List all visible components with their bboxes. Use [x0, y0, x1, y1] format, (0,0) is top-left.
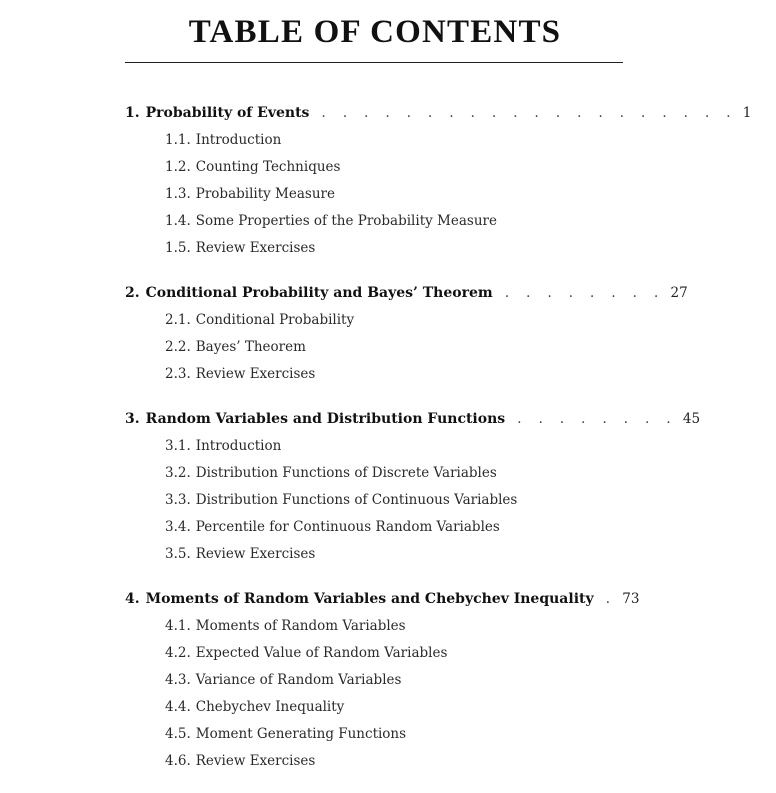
section-entry[interactable]	[125, 460, 623, 487]
chapter-4	[125, 586, 640, 775]
chapter-page-number: 1	[742, 105, 752, 121]
chapter-page-number: 73	[622, 591, 640, 607]
section-entry[interactable]	[125, 613, 623, 640]
chapter-number: 3.	[125, 411, 140, 427]
section-title: Distribution Functions of Discrete Variables	[195, 465, 497, 481]
section-title: Introduction	[195, 438, 282, 454]
chapter-title: Conditional Probability and Bayes’ Theorem	[145, 285, 493, 301]
section-title: Expected Value of Random Variables	[195, 645, 448, 661]
page-title: TABLE OF CONTENTS	[188, 14, 562, 50]
section-entry[interactable]	[125, 541, 623, 568]
section-entry[interactable]	[125, 721, 623, 748]
section-entry[interactable]	[125, 694, 623, 721]
section-title: Review Exercises	[195, 366, 316, 382]
section-entry[interactable]	[125, 433, 623, 460]
section-title: Counting Techniques	[195, 159, 341, 175]
section-entry[interactable]	[125, 307, 623, 334]
section-number: 1.5.	[165, 240, 191, 256]
section-entry[interactable]	[125, 748, 623, 775]
chapter-heading[interactable]	[125, 586, 640, 613]
section-title: Conditional Probability	[195, 312, 355, 328]
section-number: 1.2.	[165, 159, 191, 175]
section-number: 2.1.	[165, 312, 191, 328]
section-title: Some Properties of the Probability Measure	[195, 213, 497, 229]
dot-leader: . . . . . . . . . . . . . . . . . . . .	[321, 105, 737, 121]
chapter-3	[125, 406, 701, 568]
chapter-title: Probability of Events	[145, 105, 310, 121]
chapter-heading[interactable]	[125, 406, 701, 433]
section-title: Introduction	[195, 132, 282, 148]
section-entry[interactable]	[125, 127, 623, 154]
section-title: Percentile for Continuous Random Variables	[195, 519, 500, 535]
chapter-page-number: 45	[682, 411, 701, 427]
chapter-number: 4.	[125, 591, 140, 607]
section-number: 3.3.	[165, 492, 191, 508]
section-number: 4.3.	[165, 672, 191, 688]
section-title: Moment Generating Functions	[195, 726, 407, 742]
section-number: 1.1.	[165, 132, 191, 148]
section-number: 4.2.	[165, 645, 191, 661]
toc-list	[125, 100, 752, 793]
chapter-heading[interactable]	[125, 280, 688, 307]
section-title: Probability Measure	[195, 186, 335, 202]
chapter-number: 2.	[125, 285, 140, 301]
chapter-number: 1.	[125, 105, 140, 121]
section-title: Distribution Functions of Continuous Variables	[195, 492, 518, 508]
section-entry[interactable]	[125, 181, 623, 208]
section-number: 3.5.	[165, 546, 191, 562]
section-number: 4.5.	[165, 726, 191, 742]
section-number: 3.2.	[165, 465, 191, 481]
section-entry[interactable]	[125, 514, 623, 541]
chapter-2	[125, 280, 688, 388]
section-entry[interactable]	[125, 667, 623, 694]
section-entry[interactable]	[125, 154, 623, 181]
chapter-1	[125, 100, 752, 262]
section-entry[interactable]	[125, 361, 623, 388]
section-entry[interactable]	[125, 640, 623, 667]
chapter-title: Random Variables and Distribution Functions	[145, 411, 506, 427]
chapter-page-number: 27	[670, 285, 688, 301]
chapter-heading[interactable]	[125, 100, 752, 127]
section-title: Review Exercises	[195, 240, 316, 256]
section-number: 4.4.	[165, 699, 191, 715]
section-title: Chebychev Inequality	[195, 699, 345, 715]
section-entry[interactable]	[125, 487, 623, 514]
section-title: Variance of Random Variables	[195, 672, 402, 688]
section-number: 2.3.	[165, 366, 191, 382]
chapter-title: Moments of Random Variables and Chebychev Inequality	[145, 591, 594, 607]
title-rule	[125, 62, 623, 63]
section-number: 1.4.	[165, 213, 191, 229]
section-entry[interactable]	[125, 334, 623, 361]
section-title: Moments of Random Variables	[195, 618, 406, 634]
section-entry[interactable]	[125, 235, 623, 262]
section-title: Review Exercises	[195, 753, 316, 769]
section-number: 3.1.	[165, 438, 191, 454]
section-number: 3.4.	[165, 519, 191, 535]
dot-leader: . . . . . . . .	[517, 411, 677, 427]
dot-leader: .	[605, 591, 617, 607]
section-entry[interactable]	[125, 208, 623, 235]
section-title: Bayes’ Theorem	[195, 339, 306, 355]
section-title: Review Exercises	[195, 546, 316, 562]
dot-leader: . . . . . . . .	[504, 285, 665, 301]
section-number: 2.2.	[165, 339, 191, 355]
section-number: 1.3.	[165, 186, 191, 202]
section-number: 4.6.	[165, 753, 191, 769]
section-number: 4.1.	[165, 618, 191, 634]
